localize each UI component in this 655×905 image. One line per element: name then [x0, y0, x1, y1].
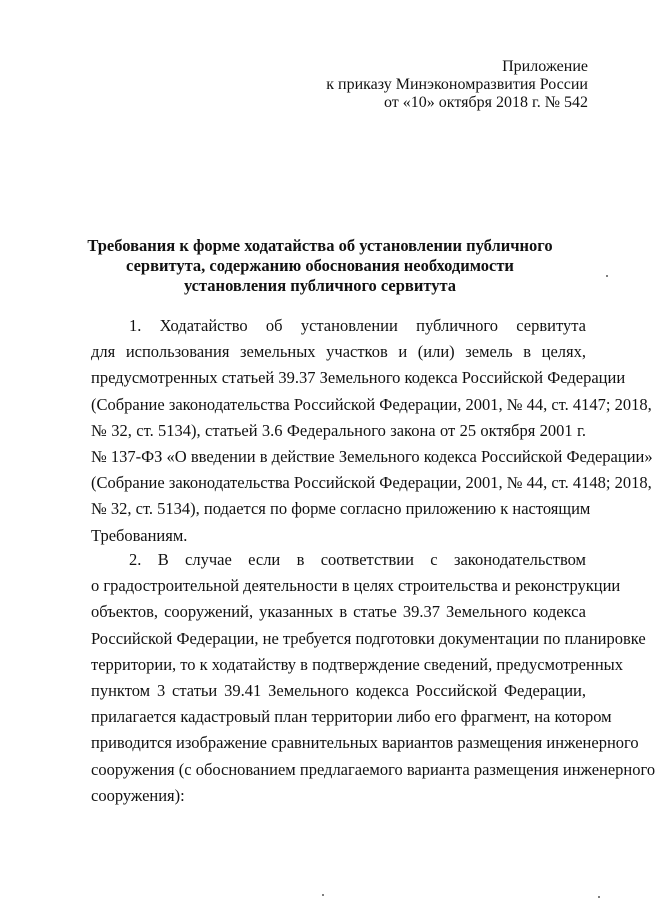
paragraph-line: сооружения):: [91, 785, 185, 805]
paragraph-line: для использования земельных участков и (или) земель в целях,: [91, 342, 586, 362]
paragraph-line: объектов, сооружений, указанных в статье 39.37 Земельного кодекса: [91, 602, 586, 622]
appendix-line-2: к приказу Минэкономразвития России: [326, 76, 588, 93]
paragraph-line: прилагается кадастровый план территории либо его фрагмент, на котором: [91, 707, 612, 727]
title-line-3: установления публичного сервитута: [183, 276, 457, 295]
paragraph-line: № 32, ст. 5134), подается по форме согласно приложению к настоящим: [91, 499, 591, 519]
paragraph-line: пунктом 3 статьи 39.41 Земельного кодекса Российской Федерации,: [91, 680, 586, 700]
paragraph-line: № 137-ФЗ «О введении в действие Земельного кодекса Российской Федерации»: [91, 446, 653, 466]
paragraph-line: 2. В случае если в соответствии с законодательством: [129, 550, 586, 569]
paragraph-line: Требованиям.: [91, 525, 188, 545]
scan-speck: [322, 894, 324, 896]
paragraph-line: № 32, ст. 5134), статьей 3.6 Федерального закона от 25 октября 2001 г.: [91, 420, 586, 440]
scan-speck: [606, 275, 608, 277]
paragraph-line: сооружения (с обоснованием предлагаемого варианта размещения инженерного: [91, 759, 655, 779]
paragraph-line: предусмотренных статьей 39.37 Земельного кодекса Российской Федерации: [91, 368, 626, 388]
appendix-line-1: Приложение: [502, 58, 588, 75]
paragraph-line: (Собрание законодательства Российской Федерации, 2001, № 44, ст. 4148; 2018,: [91, 473, 652, 493]
paragraph-2: [91, 547, 655, 809]
paragraph-1: [91, 313, 653, 549]
appendix-header: [300, 58, 588, 112]
document-title: [80, 236, 560, 296]
paragraph-line: о градостроительной деятельности в целях строительства и реконструкции: [91, 576, 621, 596]
paragraph-line: 1. Ходатайство об установлении публичного сервитута: [129, 316, 586, 335]
appendix-line-3: от «10» октября 2018 г. № 542: [383, 94, 588, 111]
title-line-2: сервитута, содержанию обоснования необходимости: [126, 256, 514, 275]
title-line-1: Требования к форме ходатайства об установлении публичного: [87, 236, 553, 255]
paragraph-line: Российской Федерации, не требуется подготовки документации по планировке: [91, 628, 646, 648]
paragraph-line: приводится изображение сравнительных вариантов размещения инженерного: [91, 733, 639, 753]
paragraph-line: (Собрание законодательства Российской Федерации, 2001, № 44, ст. 4147; 2018,: [91, 394, 652, 414]
paragraph-line: территории, то к ходатайству в подтверждение сведений, предусмотренных: [91, 654, 623, 674]
scan-speck: [598, 896, 600, 898]
